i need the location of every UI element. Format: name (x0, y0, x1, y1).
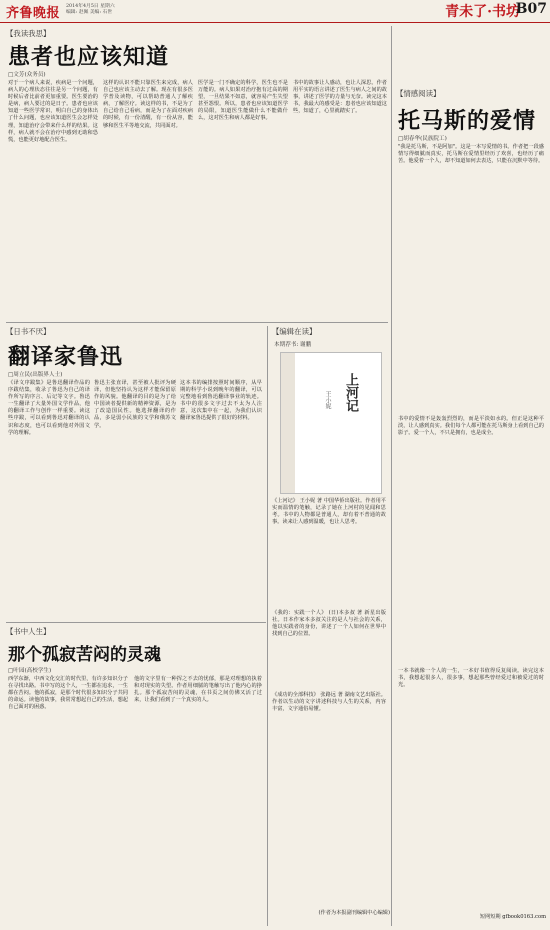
article-b-col1: 《译文序跋集》是鲁迅翻译作品的序跋结集，收录了鲁迅为自己的译作所写的序言、后记等文字。鲁迅一生翻译了大量外国文学作品，他的翻译工作与创作一样重要。读这些序跋，可以看到鲁迅对翻译的认识和态度，也可以看到他对外国文学的理解。 (8, 380, 90, 436)
article-e-col3: 一本书就像一个人的一生，一本好书值得反复阅读。读完这本书，我想起很多人，很多事，想起那些曾经爱过和被爱过的时光。 (398, 668, 544, 689)
article-d-col3: 《成功的全部科技》 张路远 著 湖南文艺出版社。作者以生动的文字讲述科技与人生的关系，内容丰富，文字通俗易懂。 (272, 692, 386, 713)
book-spine (281, 353, 295, 493)
article-e-byline: □胡春华(民族院工) (398, 136, 447, 142)
article-a-tag: 【我读我思】 (6, 29, 51, 38)
article-c-col2: 他的文字里有一种挥之不去的忧郁，那是对理想的执着和对现实的失望。作者用细腻的笔触写出了他内心的挣扎。那个孤寂苦闷的灵魂，在书页之间仿佛又活了过来，让我们看到了一个真实的人。 (134, 676, 262, 704)
masthead (0, 0, 550, 23)
masthead-meta (66, 4, 115, 16)
article-a-col3: 医学是一门不确定的科学，医生也不是万能的。病人如果对治疗抱有过高的期望，一旦结果不如意，就容易产生失望甚至怨恨。所以，患者也应该知道医学的局限，知道医生能做什么不能做什么，这对医生和病人都是好事。 (198, 80, 288, 122)
article-b-col3: 这本书的编排按照时间顺序，从早期的科学小说到晚年的翻译，可以完整地看到鲁迅翻译事业的轨迹。书中的很多文字过去不太为人注意，这次集中在一起，为我们认识翻译家鲁迅提供了很好的材料。 (180, 380, 262, 422)
article-c-col1: 西学东渐，中西文化交汇的时代里，有许多知识分子在寻找出路。书中写的这个人，一生都在追求，一生都在苦闷。他的孤寂，是那个时代很多知识分子共同的命运。读他的故事，我常常想起自己的生活，想起自己面对的困惑。 (8, 676, 128, 711)
article-b-byline: □周立民(出版界人士) (8, 372, 63, 378)
article-a-col2: 这样的认识不能只靠医生来完成，病人自己也应该主动去了解。现在有很多医学普及读物，可以帮助普通人了解疾病，了解医疗。读这样的书，不是为了自己给自己看病，而是为了在面对疾病的时候，有一份清醒，有一份从容，能够和医生平等地交流，共同面对。 (103, 80, 193, 129)
book-cover-title: 上河记 (343, 373, 358, 412)
article-c-byline: □叶园(高校学生) (8, 668, 52, 674)
book-cover (280, 352, 382, 494)
article-d-byline: 本期荐书: 谢鹏 (274, 342, 312, 348)
divider-a (6, 322, 388, 323)
column-divider (391, 26, 392, 926)
divider-b (6, 622, 266, 623)
middle-divider (267, 326, 268, 926)
newspaper-logo: 齐鲁晚报 (6, 6, 61, 21)
article-b-tag: 【日书不厌】 (6, 327, 51, 336)
article-b-headline: 翻译家鲁迅 (8, 344, 124, 370)
article-e-col1: "我是托马斯，不是阿加"。这是一本写爱情的书。作者把一段感情写得细腻而真实，托马斯在爱情里经历了欢喜，也经历了痛苦。他爱着一个人，却不知道如何去表达，只能在沉默中等待。 (398, 144, 544, 165)
article-a-headline: 患者也应该知道 (8, 44, 170, 70)
editor-line: 编辑: 赵佩 美编: 石世 (66, 10, 113, 15)
article-e-tag: 【情感阅读】 (396, 89, 441, 98)
article-d-footnote: (作者为本报副刊编辑中心编辑) (318, 910, 390, 916)
article-d-col2: 《我的：实践一个人》 (日)本多叔 著 新星出版社。日本作家本多叔关注的是人与社会的关系，他以实践者的身份，讲述了一个人如何在世界中找到自己的位置。 (272, 610, 386, 638)
page-number: B07 (515, 1, 547, 17)
article-d-tag: 【编辑在读】 (272, 327, 317, 336)
article-d-col1: 《上河记》 王小妮 著 中国华侨出版社。作者用平实而温情的笔触，记录了她在上河村的见闻和思考。书中的人物都是普通人，却有着不普通的故事。读来让人感到温暖，也让人思考。 (272, 498, 386, 526)
date-line: 2014年4月5日 星期六 (66, 4, 115, 9)
article-a-col4: 书中的故事让人感动，也让人深思。作者用平实的语言讲述了医生与病人之间的故事，讲述了医学的力量与无奈。读完这本书，我最大的感受是：患者也应该知道这些，知道了，心里就踏实了。 (293, 80, 387, 115)
article-a-byline: □文芳(众务员) (8, 72, 46, 78)
article-b-col2: 鲁迅主张直译，甚至被人批评为硬译，但他坚持认为这样才能保留原作的风貌。他翻译的目的是为了给中国读者提供新的精神资源，是为了改造国民性。他选择翻译的作品，多是弱小民族的文学和俄苏文学。 (94, 380, 176, 429)
article-c-headline: 那个孤寂苦闷的灵魂 (8, 645, 161, 665)
article-e-headline: 托马斯的爱情 (398, 108, 537, 134)
book-cover-author: 王小妮 (324, 391, 331, 409)
article-e-footnote: 短网短期 gfbook0163.com (479, 914, 546, 920)
article-a-col1: 对于一个病人来说，疾病是一个问题，病人的心理状态往往是另一个问题，有时候后者比前者更加重要。医生要治的是病，病人要过的是日子。患者也应该知道一些医学常识，明白自己的身体出了什么问题，也应该知道医生会怎样处理，知道治疗会带来什么样的结果。这样，病人就不会在治疗中感到无助和恐慌，也能更好地配合医生。 (8, 80, 98, 143)
section-title: 青未了·书坊 (445, 4, 520, 20)
article-c-tag: 【书中人生】 (6, 627, 51, 636)
article-e-col2: 书中的爱情不是轰轰烈烈的，而是平淡如水的。但正是这种平淡，让人感到真实。我们每个人都可能在托马斯身上看到自己的影子。爱一个人，不只是拥有，也是成全。 (398, 416, 544, 437)
